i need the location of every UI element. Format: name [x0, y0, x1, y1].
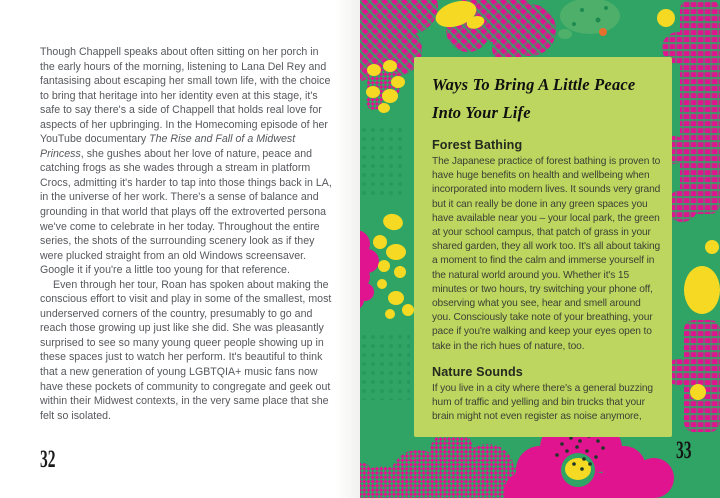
card-title-line-2: Into Your Life	[432, 103, 531, 122]
section-body: The Japanese practice of forest bathing is proven to have huge benefits on health and wellbeing when incorporated into modern lives. It sounds very grand but it can really be done in any green spaces you have available near you – your local park, the green at your school campus, that patch of grass in your shared garden, they all work too. It's all about taking a moment to find the calm and immerse yourself in the natural world around you. Whether it's 15 minutes or two hours, try switching your phone off, observing what you see, hear and smell around you. Consciously take note of your breathing, your pace if you're walking and keep your eyes open to take in the rich hues of nature, too.	[432, 156, 661, 352]
paragraph-text: , she gushes about her love of nature, peace and catching frogs as she wades through a stream in platform Crocs, admitting it's harder to tap into those things back in LA, in the universe of her work. There's a sense of balance and grounding in that world that plays off the extroverted persona we've come to celebrate in her today. Throughout the entire series, the shots of the surrounding scenery look as if they were plucked straight from an old Windows screensaver. Google it if you're a little too young for that reference.	[40, 147, 332, 277]
section-body: If you live in a city where there's a general buzzing hum of traffic and yelling and bin trucks that your brain might not even register as noise anymore,	[432, 382, 653, 423]
article-paragraph-2: Even through her tour, Roan has spoken about making the conscious effort to visit and play in some of the smallest, most underserved corners of the country, presumably to go and reach those growing up just like she did. She was pleasantly surprised to see so many young queer people showing up in these spaces just to watch her perform. It's beautiful to think that a new generation of young LGBTQIA+ music fans now have these pockets of community to congregate and geek out within their Midwest contexts, in the very same place that she felt so isolated.	[40, 278, 332, 422]
right-page	[360, 0, 720, 498]
section-forest-bathing	[432, 138, 661, 354]
yellow-blob-right	[684, 266, 720, 314]
dot-texture	[360, 128, 406, 200]
section-heading: Forest Bathing	[432, 138, 523, 152]
page-number-left: 32	[40, 446, 56, 473]
section-nature-sounds	[432, 365, 657, 425]
card-title-line-1: Ways To Bring A Little Peace	[432, 75, 636, 94]
documentary-title-italic: The Rise and Fall of a Midwest Princess	[40, 133, 296, 160]
dot-texture	[362, 330, 410, 400]
card-title	[432, 71, 657, 127]
yellow-dot	[657, 9, 675, 27]
paragraph-text: Though Chappell speaks about often sitting on her porch in the early hours of the morning, listening to Lana Del Rey and fantasising about escaping her small town life, with the choice to bring that heritage into her identity even at this stage, it's safe to say there's a side of Chappell that holds real love for aspects of her upbringing. In the Homecoming episode of her YouTube documentary	[40, 46, 331, 146]
section-heading: Nature Sounds	[432, 364, 523, 379]
article-text	[40, 45, 332, 423]
magenta-circle-bottom-right	[634, 458, 674, 498]
page-number-right: 33	[676, 437, 692, 464]
peace-tips-card	[414, 57, 672, 437]
orange-dot	[599, 28, 607, 36]
article-paragraph-1	[40, 45, 332, 278]
